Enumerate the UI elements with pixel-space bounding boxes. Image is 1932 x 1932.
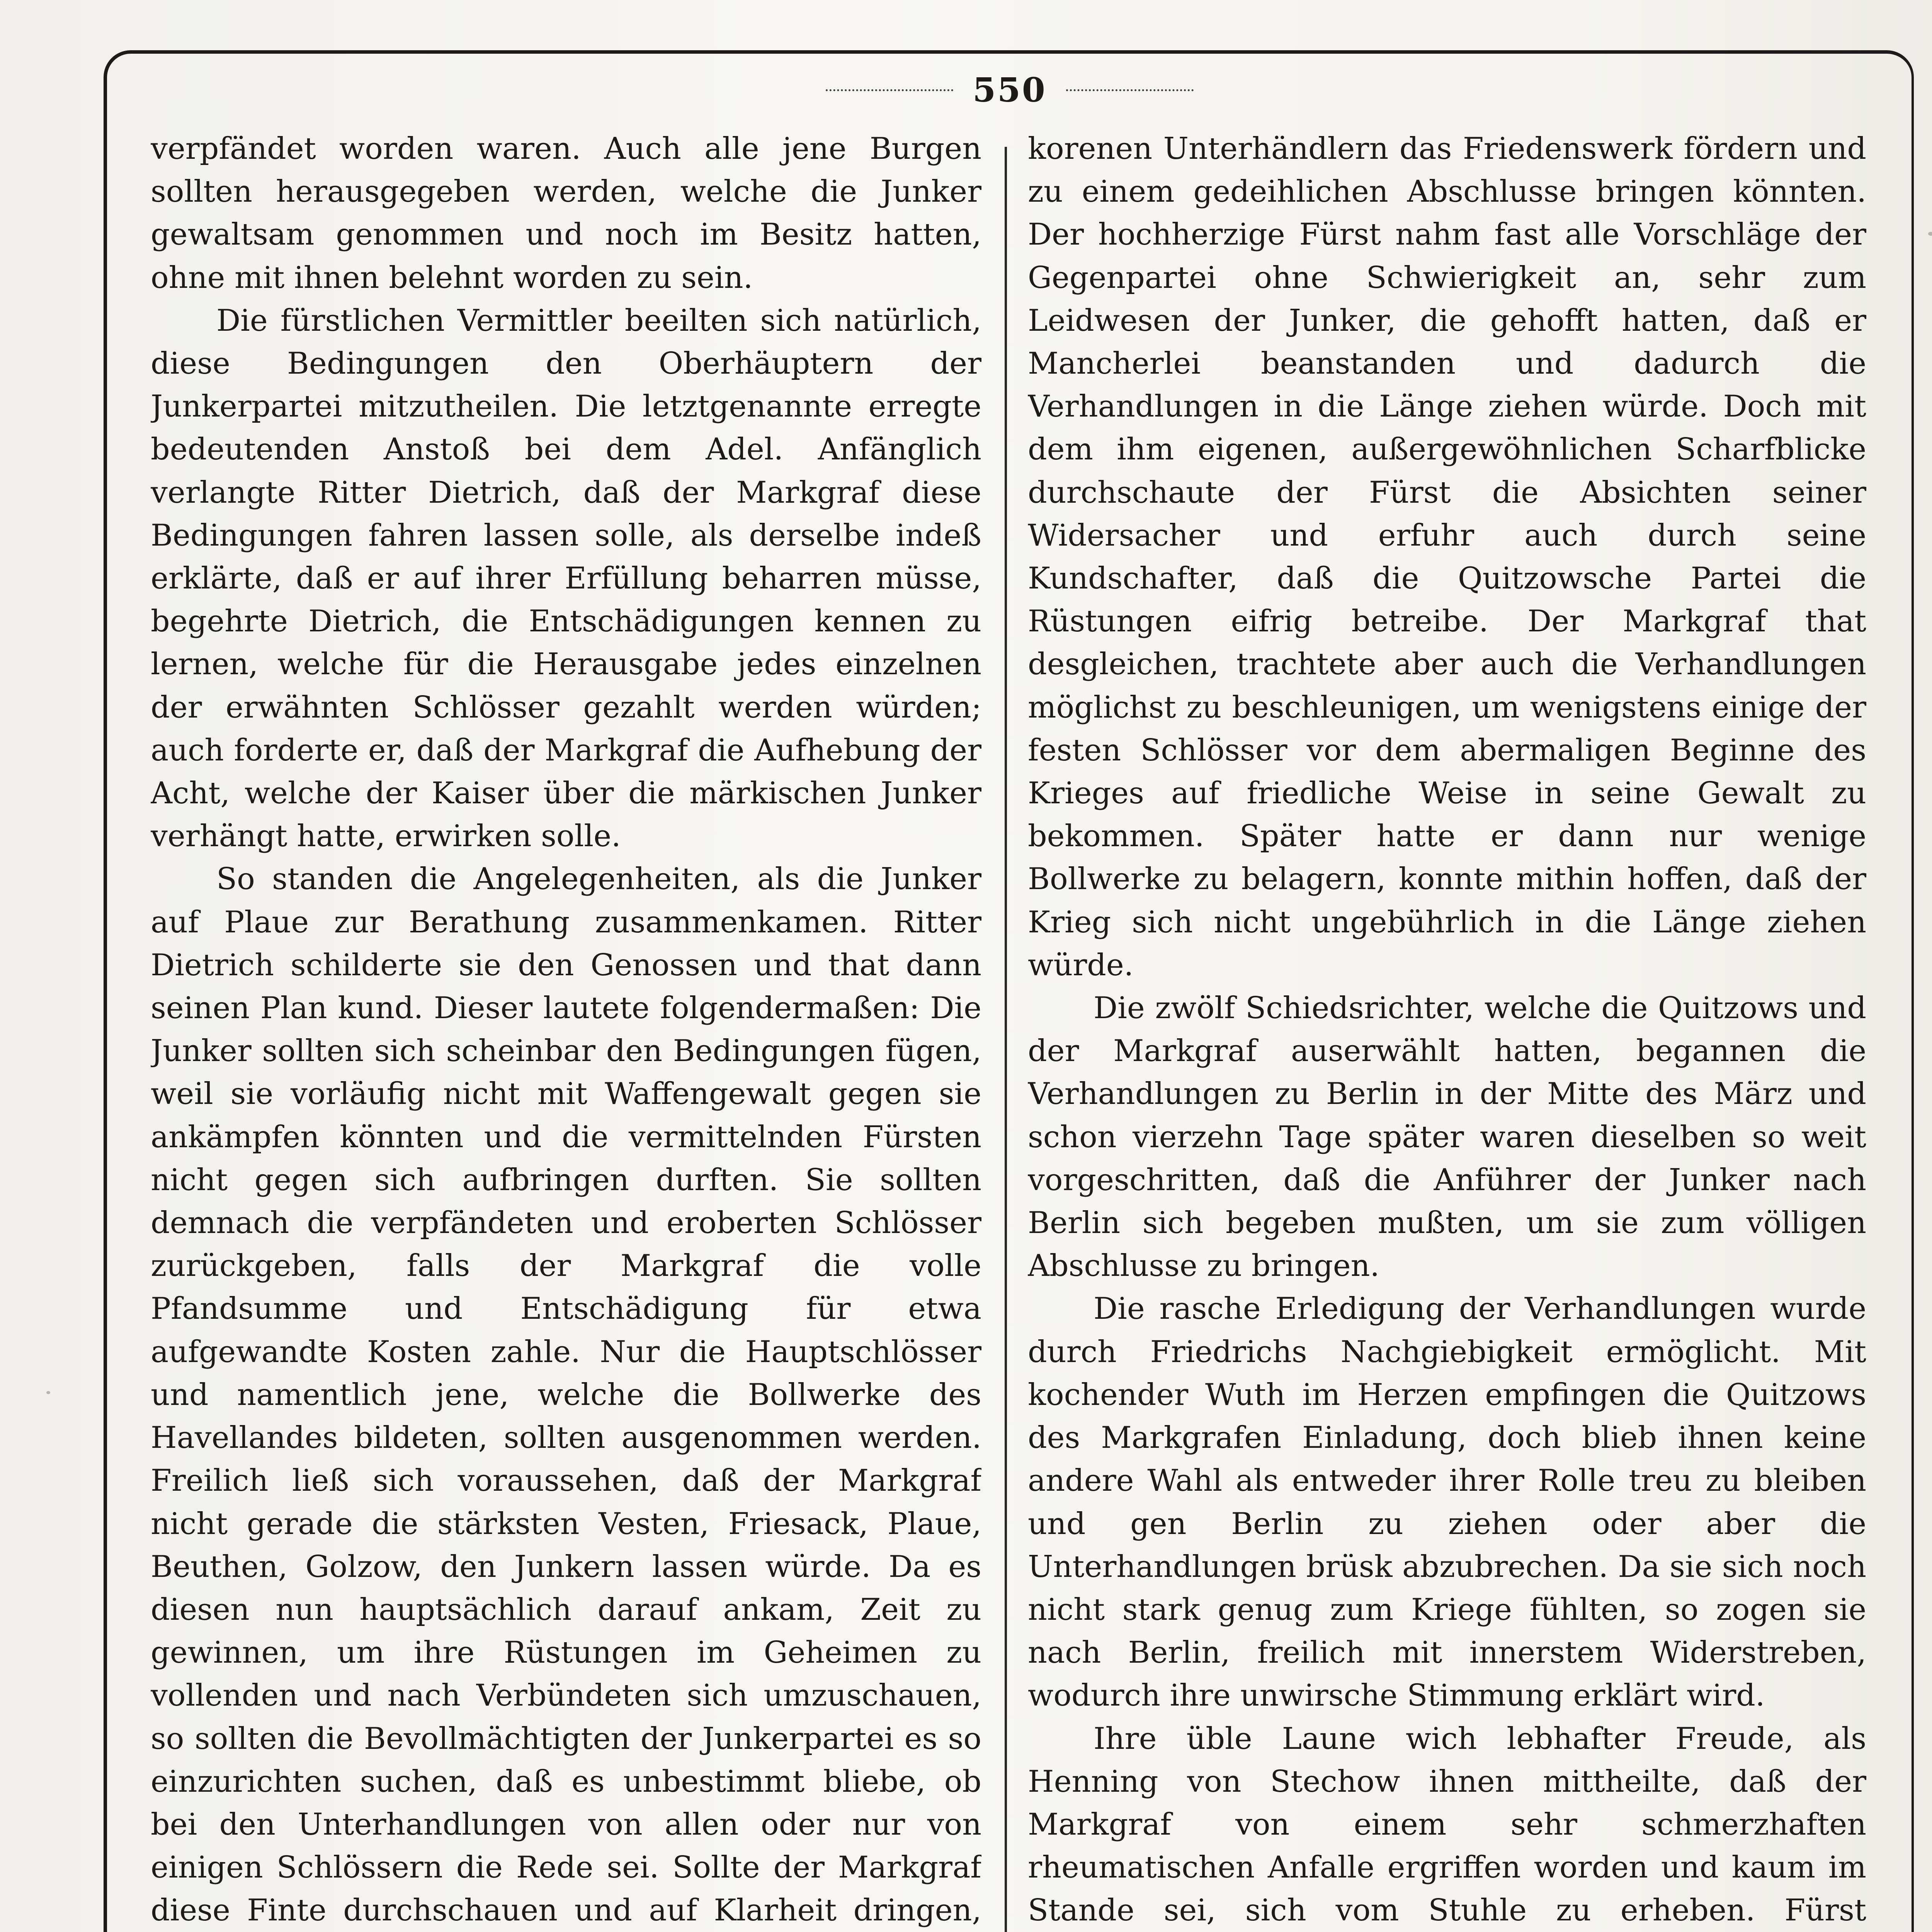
paragraph: Die zwölf Schiedsrichter, welche die Quitzows und der Markgraf auserwählt hatten, begannen die Verhandlungen zu Berlin in der Mitte des März und schon vierzehn Tage später waren dieselben so weit vorgeschritten, daß die Anführer der Junker nach Berlin sich begeben mußten, um sie zum völligen Abschlusse zu bringen. bbox=[1028, 991, 1866, 1284]
column-divider bbox=[1005, 147, 1007, 1932]
page-header bbox=[104, 69, 1916, 111]
paragraph: verpfändet worden waren. Auch alle jene Burgen sollten herausgegeben werden, welche die Junker gewaltsam genommen und noch im Besitz hatten, ohne mit ihnen belehnt worden zu sein. bbox=[151, 131, 981, 295]
paragraph: Ihre üble Laune wich lebhafter Freude, als Henning von Stechow ihnen mittheilte, daß der Markgraf von einem sehr schmerzhaften rheumatischen Anfalle ergriffen worden und kaum im Stande sei, sich vom Stuhle zu erheben. Fürst bbox=[1028, 1721, 1866, 1928]
paragraph: So standen die Angelegenheiten, als die Junker auf Plaue zur Berathung zusammenkamen. Ritter Dietrich schilderte sie den Genossen und that dann seinen Plan kund. Dieser lautete folgendermaßen: Die Junker sollten sich scheinbar den Bedingungen fügen, weil sie vorläufig nicht mit Waffengewalt gegen sie ankämpfen könnten und die vermittelnden Fürsten nicht gegen sich aufbringen durften. Sie sollten demnach die verpfändeten und eroberten Schlösser zurückgeben, falls der Markgraf die volle Pfandsumme und Entschädigung für etwa aufgewandte Kosten zahle. Nur die Hauptschlösser und namentlich jene, welche die Bollwerke des Havellandes bildeten, sollten ausgenommen werden. Freilich ließ sich voraussehen, daß der Markgraf nicht gerade die stärksten Vesten, Friesack, Plaue, Beuthen, Golzow, den Junkern lassen würde. Da es diesen nun hauptsächlich darauf ankam, Zeit zu gewinnen, um ihre Rüstungen im Geheimen zu vollenden und nach Verbündeten sich umzuschauen, so sollten die Bevollmächtigten der Junkerpartei es so einzurichten suchen, daß es unbestimmt bliebe, ob bei den Unterhandlungen von allen oder nur von einigen Schlössern die Rede sei. Sollte der Markgraf diese Finte durchschauen und auf Klarheit dringen, bbox=[151, 862, 981, 1928]
right-column bbox=[1028, 128, 1866, 1932]
left-column bbox=[151, 128, 981, 1932]
paragraph: Die rasche Erledigung der Verhandlungen wurde durch Friedrichs Nachgiebigkeit ermöglicht. Mit kochender Wuth im Herzen empfingen die Quitzows des Markgrafen Einladung, doch blieb ihnen keine andere Wahl als entweder ihrer Rolle treu zu bleiben und gen Berlin zu ziehen oder aber die Unterhandlungen brüsk abzubrechen. Da sie sich noch nicht stark genug zum Kriege fühlten, so zogen sie nach Berlin, freilich mit innerstem Widerstreben, wodurch ihre unwirsche Stimmung erklärt wird. bbox=[1028, 1291, 1866, 1713]
header-rule-right bbox=[1066, 89, 1194, 91]
paper-speck bbox=[46, 1391, 50, 1394]
header-rule-left bbox=[826, 89, 953, 91]
paper-speck bbox=[1928, 232, 1932, 236]
page-number: 550 bbox=[973, 70, 1047, 110]
paragraph: korenen Unterhändlern das Friedenswerk fördern und zu einem gedeihlichen Abschlusse bringen könnten. Der hochherzige Fürst nahm fast alle Vorschläge der Gegenpartei ohne Schwierigkeit an, sehr zum Leidwesen der Junker, die gehofft hatten, daß er Mancherlei beanstanden und dadurch die Verhandlungen in die Länge ziehen würde. Doch mit dem ihm eigenen, außergewöhnlichen Scharfblicke durchschaute der Fürst die Absichten seiner Widersacher und erfuhr auch durch seine Kundschafter, daß die Quitzowsche Partei die Rüstungen eifrig betreibe. Der Markgraf that desgleichen, trachtete aber auch die Verhandlungen möglichst zu beschleunigen, um wenigstens einige der festen Schlösser vor dem abermaligen Beginne des Krieges auf friedliche Weise in seine Gewalt zu bekommen. Später hatte er dann nur wenige Bollwerke zu belagern, konnte mithin hoffen, daß der Krieg sich nicht ungebührlich in die Länge ziehen würde. bbox=[1028, 131, 1866, 983]
paragraph: Die fürstlichen Vermittler beeilten sich natürlich, diese Bedingungen den Oberhäuptern der Junkerpartei mitzutheilen. Die letztgenannte erregte bedeutenden Anstoß bei dem Adel. Anfänglich verlangte Ritter Dietrich, daß der Markgraf diese Bedingungen fahren lassen solle, als derselbe indeß erklärte, daß er auf ihrer Erfüllung beharren müsse, begehrte Dietrich, die Entschädigungen kennen zu lernen, welche für die Herausgabe jedes einzelnen der erwähnten Schlösser gezahlt werden würden; auch forderte er, daß der Markgraf die Aufhebung der Acht, welche der Kaiser über die märkischen Junker verhängt hatte, erwirken solle. bbox=[151, 303, 981, 854]
